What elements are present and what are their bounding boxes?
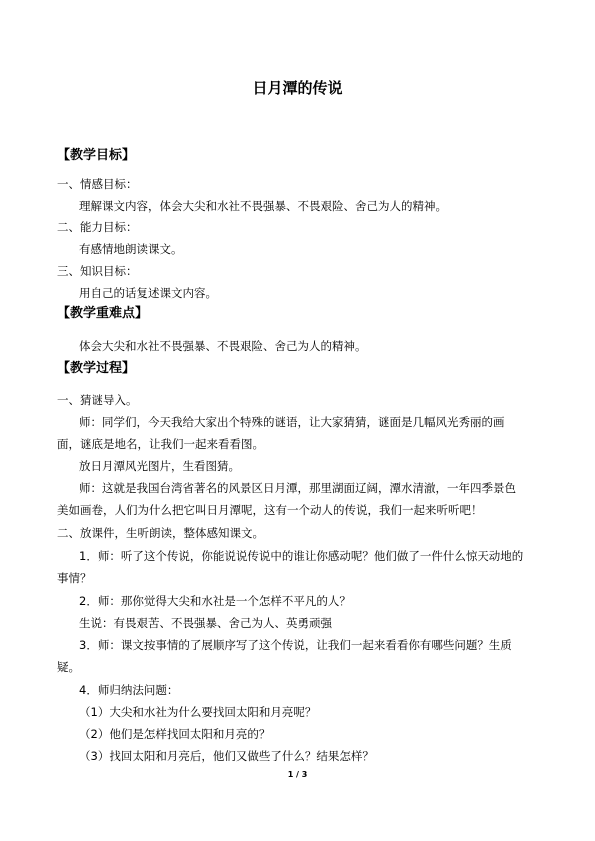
text-line: 面，谜底是地名，让我们一起来看看图。 [57,437,264,451]
text-line: （2）他们是怎样找回太阳和月亮的？ [79,727,271,741]
text-line: 放日月潭风光图片，生看图猜。 [79,459,240,473]
text-line: 体会大尖和水社不畏强暴、不畏艰险、舍己为人的精神。 [79,339,367,353]
text-line: 用自己的话复述课文内容。 [79,286,217,300]
text-line: 师：同学们，今天我给大家出个特殊的谜语，让大家猜猜，谜面是几幅风光秀丽的画 [79,415,505,429]
text-line: 三、知识目标： [57,264,138,278]
page-number: 1 / 3 [287,770,308,779]
heading-teaching-goals: 【教学目标】 [57,148,136,163]
text-line: 美如画卷，人们为什么把它叫日月潭呢，这有一个动人的传说，我们一起来听听吧！ [57,503,483,517]
text-line: 疑。 [57,660,80,674]
text-line: 理解课文内容，体会大尖和水社不畏强暴、不畏艰险、舍己为人的精神。 [79,199,447,213]
text-line: 一、情感目标： [57,177,138,191]
text-line: 二、放课件，生听朗读，整体感知课文。 [57,526,264,540]
text-line: 师：这就是我国台湾省著名的风景区日月潭，那里湖面辽阔，潭水清澈，一年四季景色 [79,481,516,495]
text-line: 2．师：那你觉得大尖和水社是一个怎样不平凡的人？ [79,594,351,608]
document-title: 日月潭的传说 [252,79,343,97]
text-line: 3．师：课文按事情的了展顺序写了这个传说，让我们一起来看看你有哪些问题？生质 [79,638,512,652]
heading-teaching-process: 【教学过程】 [57,361,136,376]
text-line: 有感情地朗读课文。 [79,242,183,256]
text-line: 1．师：听了这个传说，你能说说传说中的谁让你感动呢？他们做了一件什么惊天动地的 [79,549,524,563]
text-line: 4．师归纳法问题： [79,683,179,697]
text-line: （3）找回太阳和月亮后，他们又做些了什么？结果怎样？ [79,749,374,763]
heading-key-points: 【教学重难点】 [57,306,149,321]
text-line: （1）大尖和水社为什么要找回太阳和月亮呢？ [79,705,317,719]
text-line: 二、能力目标： [57,220,138,234]
text-line: 一、猜谜导入。 [57,393,138,407]
text-line: 生说：有畏艰苦、不畏强暴、舍己为人、英勇顽强 [79,616,332,630]
text-line: 事情？ [57,571,92,585]
